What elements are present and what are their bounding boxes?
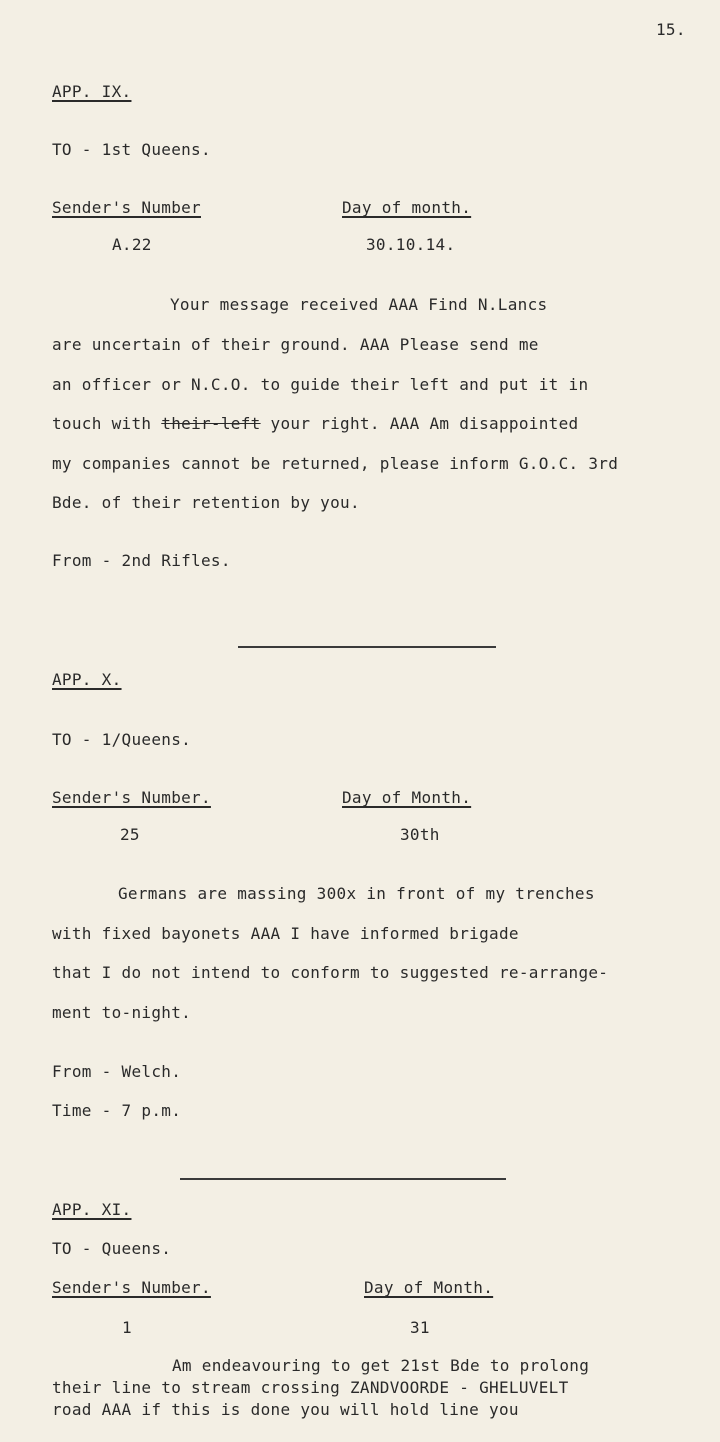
time-line-app-x: Time - 7 p.m.: [52, 1101, 182, 1120]
sender-number-value: A.22: [112, 235, 152, 254]
day-of-month-value: 30th: [400, 825, 440, 844]
sender-number-value: 25: [120, 825, 140, 844]
struck-text: their-left: [161, 414, 261, 433]
message-line: an officer or N.C.O. to guide their left and put it in: [52, 375, 589, 394]
day-of-month-value: 31: [410, 1318, 430, 1337]
sender-number-label: Sender's Number.: [52, 1278, 211, 1297]
day-of-month-label: Day of Month.: [342, 788, 472, 807]
to-line-app-x: TO - 1/Queens.: [52, 730, 192, 749]
message-line: are uncertain of their ground. AAA Please send me: [52, 335, 539, 354]
section-divider: [180, 1178, 506, 1180]
sender-number-label: Sender's Number: [52, 198, 201, 217]
section-heading-app-x: APP. X.: [52, 670, 122, 689]
message-line: ment to-night.: [52, 1003, 192, 1022]
to-line-app-ix: TO - 1st Queens.: [52, 140, 211, 159]
to-line-app-xi: TO - Queens.: [52, 1239, 172, 1258]
section-heading-app-ix: APP. IX.: [52, 82, 132, 101]
message-line: my companies cannot be returned, please inform G.O.C. 3rd: [52, 454, 619, 473]
message-line: Bde. of their retention by you.: [52, 493, 360, 512]
section-heading-app-xi: APP. XI.: [52, 1200, 132, 1219]
day-of-month-value: 30.10.14.: [366, 235, 456, 254]
message-line: road AAA if this is done you will hold line you: [52, 1400, 519, 1419]
message-line: Germans are massing 300x in front of my trenches: [118, 884, 595, 903]
message-line: their line to stream crossing ZANDVOORDE - GHELUVELT: [52, 1378, 569, 1397]
from-line-app-ix: From - 2nd Rifles.: [52, 551, 231, 570]
section-divider: [238, 646, 496, 648]
message-line-touch: [52, 414, 578, 434]
sender-number-label: Sender's Number.: [52, 788, 211, 807]
message-line: Your message received AAA Find N.Lancs: [170, 295, 548, 314]
message-line: that I do not intend to conform to suggested re-arrange-: [52, 963, 609, 982]
sender-number-value: 1: [122, 1318, 132, 1337]
day-of-month-label: Day of month.: [342, 198, 472, 217]
page-number: 15.: [656, 20, 686, 39]
touch-start: touch with: [52, 414, 162, 433]
message-line: Am endeavouring to get 21st Bde to prolong: [172, 1356, 590, 1375]
from-line-app-x: From - Welch.: [52, 1062, 182, 1081]
touch-end: your right. AAA Am disappointed: [260, 414, 579, 433]
day-of-month-label: Day of Month.: [364, 1278, 494, 1297]
message-line: with fixed bayonets AAA I have informed brigade: [52, 924, 519, 943]
